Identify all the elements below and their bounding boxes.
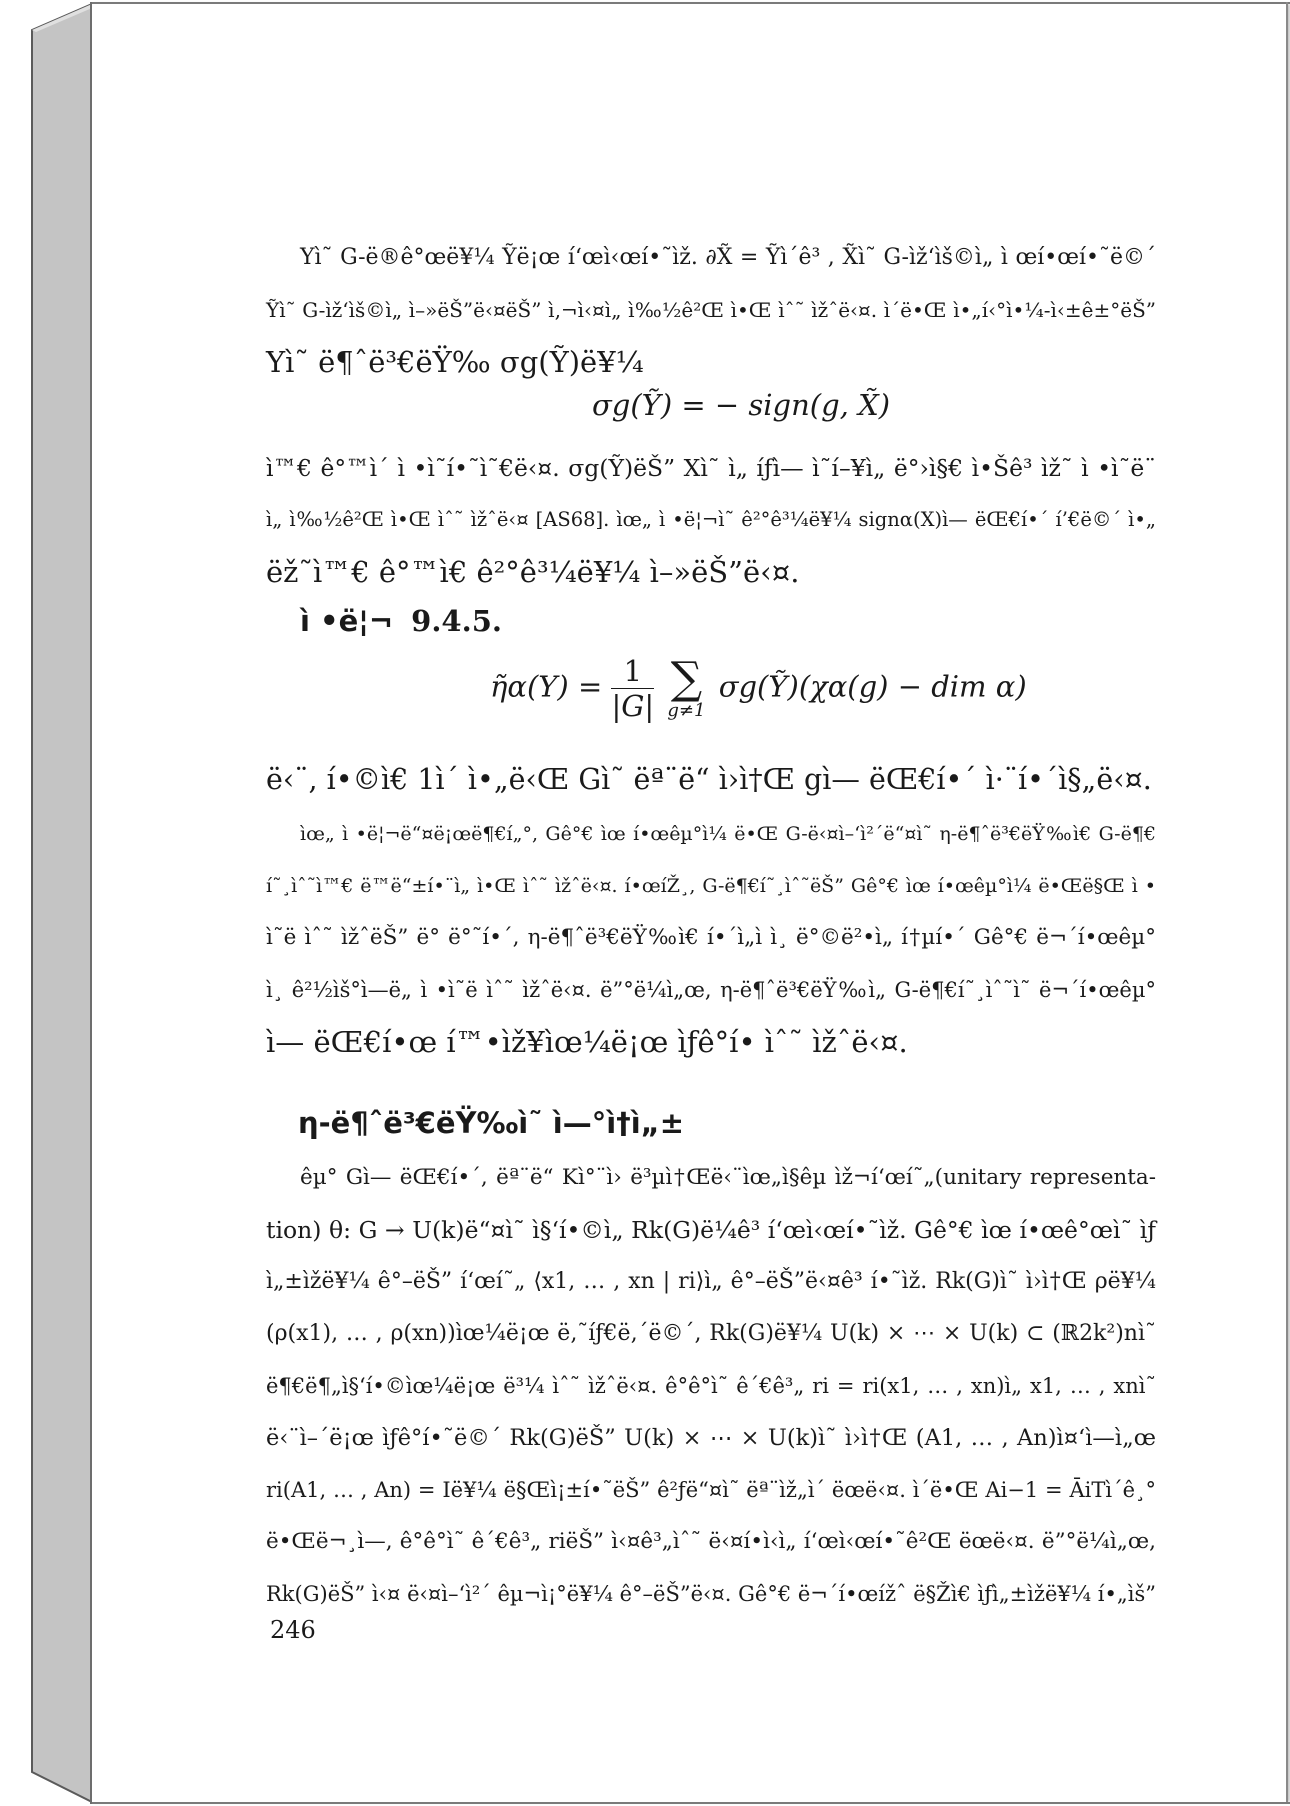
paragraph-5-line-6: ë‹¨ì–´ë¡œ ìƒê°í•˜ë©´ Rk(G)ëŠ” U(k) × ⋯ × U(k)ì˜ ì›ì†Œ (A1, … , An)ì¤‘ì—ì„œ [266, 1425, 1156, 1451]
paragraph-3 [266, 754, 1156, 806]
paragraph-4-line-5: ì— ëŒ€í•œ í™•ìž¥ìœ¼ë¡œ ìƒê°í• ìˆ˜ ìžˆë‹¤. [266, 1025, 908, 1059]
page-border-top [92, 2, 1290, 4]
equation-eta-lhs: η̃α(Y) = [490, 669, 603, 704]
paragraph-2-line-1: ì™€ ê°™ì´ ì •ì˜í•˜ì˜€ë‹¤. σg(Ỹ)ëŠ” Xì˜ ì„ íƒì— ì˜í–¥ì„ ë°›ì§€ ì•Šê³ ìž˜ ì •ì˜ë¨ [266, 454, 1156, 482]
equation-eta [490, 654, 1027, 723]
paragraph-5-line-2: tion) θ: G → U(k)ë“¤ì˜ ì§‘í•©ì„ Rk(G)ë¼ê³ í‘œì‹œí•˜ìž. Gê°€ ìœ í•œê°œì˜ ìƒ [266, 1216, 1156, 1244]
paragraph-4 [266, 808, 1156, 1068]
page-border-right [1286, 2, 1288, 1804]
summation-index: g≠1 [667, 699, 706, 721]
equation-sigma: σg(Ỹ) = − sign(g, X̃) [592, 388, 891, 422]
paragraph-4-line-4: ì¸ ê²½ìš°ì—ë„ ì •ì˜ë ìˆ˜ ìžˆë‹¤. ë”°ë¼ì„œ, η-ë¶ˆë³€ëŸ‰ì„ G-ë¶€í˜¸ìˆ˜ì˜ ë¬´í•œêµ° [266, 978, 1156, 1002]
theorem-number: 9.4.5. [411, 604, 502, 638]
page-border-left [90, 2, 92, 1804]
paragraph-5-line-3: ì„±ìžë¥¼ ê°–ëŠ” í‘œí˜„ ⟨x1, … , xn | ri⟩ì„ ê°–ëŠ”ë‹¤ê³ í•˜ìž. Rk(G)ì˜ ì›ì†Œ ρë¥¼ [266, 1269, 1156, 1294]
paragraph-5-line-7: ri(A1, … , An) = Ië¥¼ ë§Œì¡±í•˜ëŠ” ê²ƒë“¤ì˜ ëª¨ìž„ì´ ëœë‹¤. ì´ë•Œ Ai−1 = ĀiTì´ê¸° [266, 1478, 1156, 1502]
paragraph-1-line-3: Yì˜ ë¶ˆë³€ëŸ‰ σg(Ỹ)ë¥¼ [266, 345, 644, 379]
paragraph-1 [266, 232, 1156, 388]
summation [667, 652, 706, 721]
theorem-heading [300, 604, 502, 638]
paragraph-2 [266, 442, 1156, 598]
fraction-numerator: 1 [611, 654, 654, 689]
page-border-bottom [92, 1802, 1290, 1804]
section-title: η-ë¶ˆë³€ëŸ‰ì˜ ì—°ì†ì„± [298, 1106, 684, 1140]
paragraph-3-line-1: ë‹¨, í•©ì€ 1ì´ ì•„ë‹Œ Gì˜ ëª¨ë“ ì›ì†Œ gì— ëŒ€í•´ ì·¨í•´ì§„ë‹¤. [266, 763, 1152, 796]
paragraph-1-line-1: Yì˜ G-ë®ê°œë¥¼ Ỹë¡œ í‘œì‹œí•˜ìž. ∂X̃ = Ỹì´ê³ , X̃ì˜ G-ìž‘ìš©ì„ ì œí•œí•˜ë©´ [300, 245, 1156, 270]
paragraph-5-line-1: êµ° Gì— ëŒ€í•´, ëª¨ë“ Kì°¨ì› ë³µì†Œë‹¨ìœ„ì§êµ ìž¬í‘œí˜„(unitary representa- [300, 1165, 1156, 1190]
paragraph-5-line-5: ë¶€ë¶„ì§‘í•©ìœ¼ë¡œ ë³¼ ìˆ˜ ìžˆë‹¤. ê°ê°ì˜ ê´€ê³„ ri = ri(x1, … , xn)ì„ x1, … , xnì˜ [266, 1374, 1156, 1398]
paragraph-4-line-1: ìœ„ ì •ë¦¬ë“¤ë¡œë¶€í„°, Gê°€ ìœ í•œêµ°ì¼ ë•Œ G-ë‹¤ì–‘ì²´ë“¤ì˜ η-ë¶ˆë³€ëŸ‰ì€ G-ë¶€ [300, 823, 1156, 845]
paragraph-5-line-4: (ρ(x1), … , ρ(xn))ìœ¼ë¡œ ë‚˜íƒ€ë‚´ë©´, Rk(G)ë¥¼ U(k) × ⋯ × U(k) ⊂ (ℝ2k²)nì˜ [266, 1321, 1156, 1346]
equation-eta-fraction [611, 654, 654, 723]
paragraph-2-line-2: ì„ ì‰½ê²Œ ì•Œ ìˆ˜ ìžˆë‹¤ [AS68]. ìœ„ ì •ë¦¬ì˜ ê²°ê³¼ë¥¼ signα(X)ì— ëŒ€í•´ í’€ë©´ ì•„ [266, 508, 1156, 531]
theorem-label: ì •ë¦¬ [300, 604, 394, 638]
paragraph-2-line-3: ëž˜ì™€ ê°™ì€ ê²°ê³¼ë¥¼ ì–»ëŠ”ë‹¤. [266, 555, 800, 589]
paragraph-1-line-2: Ỹì˜ G-ìž‘ìš©ì„ ì–»ëŠ”ë‹¤ëŠ” ì‚¬ì‹¤ì„ ì‰½ê²Œ ì•Œ ìˆ˜ ìžˆë‹¤. ì´ë•Œ ì•„í‹°ì•¼-ì‹±ê±°ëŠ” [266, 298, 1156, 322]
paragraph-5-line-8: ë•Œë¬¸ì—, ê°ê°ì˜ ê´€ê³„ riëŠ” ì‹¤ê³„ìˆ˜ ë‹¤í•ì‹ì„ í‘œì‹œí•˜ê²Œ ëœë‹¤. ë”°ë¼ì„œ, [266, 1529, 1156, 1554]
equation-eta-rhs: σg(Ỹ)(χα(g) − dim α) [718, 669, 1027, 704]
paragraph-4-line-2: í˜¸ìˆ˜ì™€ ë™ë“±í•¨ì„ ì•Œ ìˆ˜ ìžˆë‹¤. í•œíŽ¸, G-ë¶€í˜¸ìˆ˜ëŠ” Gê°€ ìœ í•œêµ°ì¼ ë•Œë§Œ ì • [266, 875, 1156, 897]
fraction-denominator: |G| [611, 689, 655, 723]
paragraph-5-line-9: Rk(G)ëŠ” ì‹¤ ë‹¤ì–‘ì²´ êµ¬ì¡°ë¥¼ ê°–ëŠ”ë‹¤. Gê°€ ë¬´í•œížˆ ë§Žì€ ìƒì„±ìžë¥¼ í•„ìš” [266, 1582, 1156, 1606]
paragraph-4-line-3: ì˜ë ìˆ˜ ìžˆëŠ” ë° ë°˜í•´, η-ë¶ˆë³€ëŸ‰ì€ í•´ì„ì ì¸ ë°©ë²•ì„ í†µí•´ Gê°€ ë¬´í•œêµ° [266, 925, 1156, 950]
summation-sign-icon: ∑ [670, 652, 703, 704]
page-number: 246 [270, 1616, 316, 1644]
paragraph-5 [266, 1152, 1156, 1620]
